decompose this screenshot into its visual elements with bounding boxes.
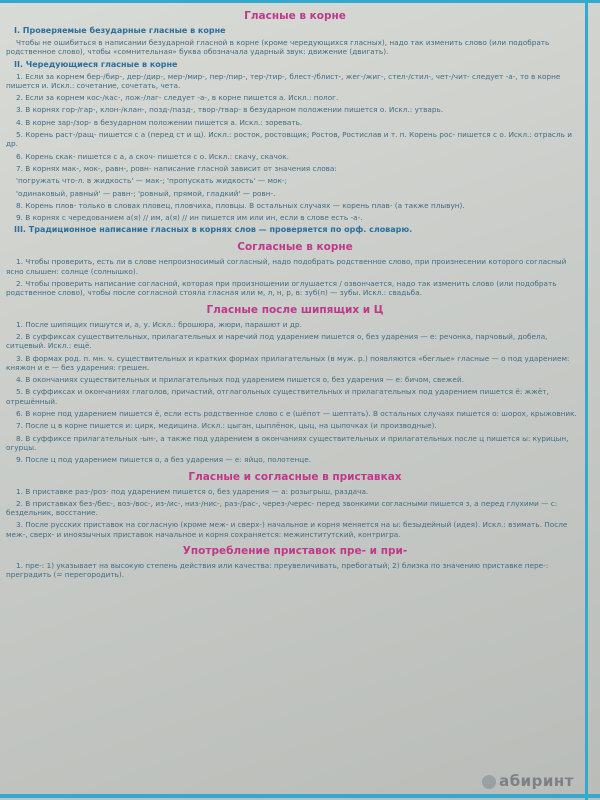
rule-paragraph: 6. В корне под ударением пишется ё, если есть родственное слово с е (шёпот — шептать). В остальных случаях пишется о: шорох, крыжовник. bbox=[16, 409, 577, 419]
section bbox=[6, 10, 584, 235]
rule-paragraph: 2. В суффиксах существительных, прилагательных и наречий под ударением пишется о, без ударения — е: речонка, парчовый, добела, ситцевый. Искл.: ещё. bbox=[6, 331, 548, 351]
logo-text: абиринт bbox=[499, 772, 574, 790]
rule-paragraph: 5. Корень раст-/ращ- пишется с а (перед ст и щ). Искл.: росток, ростовщик; Ростов, Ростислав и т. п. Корень рос- пишется с о. Искл.: отрасль и др. bbox=[6, 130, 572, 149]
rule-paragraph: 7. В корнях мак-, мок-, равн-, ровн- написание гласной зависит от значения слова: bbox=[16, 163, 337, 173]
rule-paragraph: 3. В формах род. п. мн. ч. существительных и кратких формах прилагательных (в муж. р.) появляются «беглые» гласные — о под ударением: княжон и е — без ударения: грешен. bbox=[6, 353, 570, 372]
rule-paragraph: 2. Чтобы проверить написание согласной, которая при произношении оглушается / озвончается, надо так изменить слово (или подобрать родственное слово), чтобы после согласной стояла гласная или м, л, н, р, в: зуб(п) — зубы. Искл.: свадьба. bbox=[6, 279, 557, 298]
rule-paragraph: Чтобы не ошибиться в написании безударной гласной в корне (кроме чередующихся гласных), надо так изменить слово (или подобрать родственное слово), чтобы «сомнительная» буква обозначала ударный звук: движение (двигать). bbox=[6, 38, 550, 57]
section-title: Гласные в корне bbox=[244, 10, 346, 22]
section bbox=[6, 304, 584, 465]
section bbox=[6, 471, 584, 539]
rule-paragraph: 'одинаковый, равный' — равн-; 'ровный, прямой, гладкий' — ровн-. bbox=[16, 188, 276, 198]
logo-icon bbox=[482, 775, 496, 789]
rule-paragraph: 4. В корне зар-/зор- в безударном положении пишется а. Искл.: зоревать. bbox=[16, 117, 303, 127]
section bbox=[6, 545, 584, 580]
subsection-heading: III. Традиционное написание гласных в корнях слов — проверяется по орф. словарю. bbox=[14, 225, 413, 235]
section-title: Гласные и согласные в приставках bbox=[188, 470, 402, 483]
rule-paragraph: 7. После ц в корне пишется и: цирк, медицина. Искл.: цыган, цыплёнок, цыц, на цыпочках (и производные). bbox=[16, 421, 437, 431]
section-title: Согласные в корне bbox=[237, 241, 353, 254]
rule-paragraph: 6. Корень скак- пишется с а, а скоч- пишется с о. Искл.: скачу, скачок. bbox=[16, 151, 289, 161]
rule-paragraph: 1. Чтобы проверить, есть ли в слове непроизносимый согласный, надо подобрать родственное слово, при произнесении которого согласный ясно слышен: солнце (солнышко). bbox=[6, 257, 567, 276]
rule-paragraph: 8. В суффиксе прилагательных -ын-, а также под ударением в окончаниях существительных и прилагательных после ц пишется ы: курицын, огурцы. bbox=[6, 433, 569, 452]
rule-paragraph: 2. Если за корнем кос-/кас-, лож-/лаг- следует -а-, в корне пишется а. Искл.: полог. bbox=[16, 93, 339, 103]
section-title: Гласные после шипящих и Ц bbox=[206, 303, 384, 316]
rule-paragraph: 9. В корнях с чередованием а(я) // им, а(я) // ин пишется им или ин, если в слове есть -а-. bbox=[16, 213, 363, 223]
rule-paragraph: 5. В суффиксах и окончаниях глаголов, причастий, отглагольных существительных и прилагательных под ударением пишется ё: жжёт, отрешённый. bbox=[6, 387, 549, 406]
page-content bbox=[6, 6, 584, 586]
rule-paragraph: 4. В окончаниях существительных и прилагательных под ударением пишется о, без ударения — е: бичом, свежей. bbox=[16, 375, 464, 385]
page-border-bottom bbox=[0, 794, 600, 798]
rule-paragraph: 'погружать что-л. в жидкость' — мак-; 'пропускать жидкость' — мок-; bbox=[16, 176, 287, 186]
page-border-top bbox=[0, 0, 600, 3]
rule-paragraph: 1. После шипящих пишутся и, а, у. Искл.: брошюра, жюри, парашют и др. bbox=[16, 319, 302, 329]
subsection-heading: I. Проверяемые безударные гласные в корне bbox=[14, 26, 226, 35]
rule-paragraph: 9. После ц под ударением пишется о, а без ударения — е: яйцо, полотенце. bbox=[16, 455, 312, 465]
labirint-logo bbox=[482, 772, 574, 790]
page-border-right bbox=[585, 0, 588, 800]
rule-paragraph: 8. Корень плов- только в словах пловец, пловчиха, пловцы. В остальных случаях — корень плав- (а также плывун). bbox=[16, 200, 465, 210]
rule-paragraph: 2. В приставках без-/бес-, воз-/вос-, из-/ис-, низ-/нис-, раз-/рас-, через-/черес- перед звонкими согласными пишется з, а перед глухими — с: бездельник, восстание. bbox=[6, 498, 558, 518]
rule-paragraph: 3. После русских приставок на согласную (кроме меж- и сверх-) начальное и корня меняется на ы: безыдейный (идея). Искл.: взимать. После меж-, сверх- и иноязычных приставок начальное и корня сохраняется: межинститутский, контригра. bbox=[6, 520, 568, 539]
section-title: Употребление приставок пре- и при- bbox=[182, 544, 408, 557]
rule-paragraph: 1. В приставке раз-/роз- под ударением пишется о, без ударения — а: розыгрыш, раздача. bbox=[16, 486, 369, 496]
rule-paragraph: 3. В корнях гор-/гар-, клон-/клан-, позд-/пазд-, твор-/твар- в безударном положении пишется о. Искл.: утварь. bbox=[16, 105, 444, 115]
section bbox=[6, 241, 584, 297]
subsection-heading: II. Чередующиеся гласные в корне bbox=[14, 59, 178, 69]
rule-paragraph: 1. Если за корнем бер-/бир-, дер-/дир-, мер-/мир-, пер-/пир-, тер-/тир-, блест-/блист-, жег-/жиг-, стел-/стил-, чет-/чит- следует -а-, то в корне пишется и. Искл.: сочетание, сочетать, чета. bbox=[6, 71, 561, 90]
rule-paragraph: 1. пре-: 1) указывает на высокую степень действия или качества: преувеличивать, пребогатый; 2) близка по значению приставке пере-: преградить (= перегородить). bbox=[6, 560, 549, 580]
